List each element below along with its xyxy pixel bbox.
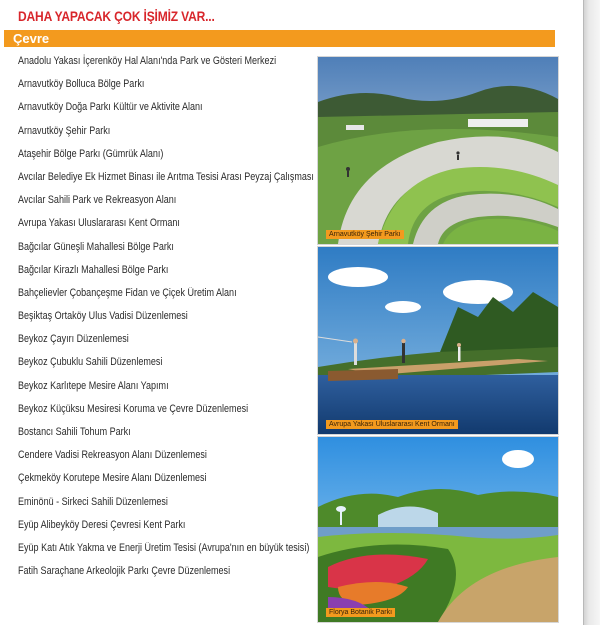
park-rendering-photo [317, 56, 559, 245]
list-item: Arnavutköy Şehir Parkı [18, 124, 111, 137]
list-item: Beykoz Karlıtepe Mesire Alanı Yapımı [18, 379, 169, 392]
list-item: Bahçelievler Çobançeşme Fidan ve Çiçek Üretim Alanı [18, 286, 237, 299]
list-item: Fatih Saraçhane Arkeolojik Parkı Çevre Düzenlemesi [18, 565, 231, 578]
list-item: Bostancı Sahili Tohum Parkı [18, 426, 131, 438]
list-item: Avcılar Sahili Park ve Rekreasyon Alanı [18, 194, 177, 207]
list-item: Arnavutköy Doğa Parkı Kültür ve Aktivite Alanı [18, 101, 203, 114]
list-item: Beşiktaş Ortaköy Ulus Vadisi Düzenlemesi [18, 310, 188, 323]
list-item: Arnavutköy Bolluca Bölge Parkı [18, 78, 145, 91]
section-title: Çevre [13, 31, 50, 46]
list-item: Beykoz Çubuklu Sahili Düzenlemesi [18, 356, 163, 369]
list-item: Bağcılar Kirazlı Mahallesi Bölge Parkı [18, 263, 169, 276]
photo-caption: Avrupa Yakası Uluslararası Kent Ormanı [326, 420, 458, 429]
park-rendering-image [318, 57, 558, 244]
list-item: Beykoz Çayırı Düzenlemesi [18, 333, 129, 346]
section-header-bar [4, 30, 555, 47]
list-item: Eyüp Alibeyköy Deresi Çevresi Kent Parkı [18, 518, 186, 531]
list-item: Ataşehir Bölge Parkı (Gümrük Alanı) [18, 147, 164, 160]
list-item: Beykoz Küçüksu Mesiresi Koruma ve Çevre Düzenlemesi [18, 402, 249, 415]
list-item: Eyüp Katı Atık Yakma ve Enerji Üretim Tesisi (Avrupa'nın en büyük tesisi) [18, 541, 310, 554]
list-item: Eminönü - Sirkeci Sahili Düzenlemesi [18, 495, 168, 508]
botanical-park-photo [317, 436, 559, 623]
list-item: Anadolu Yakası İçerenköy Hal Alanı'nda Park ve Gösteri Merkezi [18, 55, 277, 67]
forest-rendering-photo [317, 246, 559, 435]
list-item: Çekmeköy Korutepe Mesire Alanı Düzenlemesi [18, 472, 207, 485]
page-edge-line [583, 0, 584, 625]
botanical-park-image [318, 437, 558, 622]
page-curl-shadow [583, 0, 600, 625]
photo-caption: Florya Botanik Parkı [326, 608, 395, 617]
list-item: Bağcılar Güneşli Mahallesi Bölge Parkı [18, 240, 174, 253]
forest-rendering-image [318, 247, 558, 434]
page-headline: DAHA YAPACAK ÇOK İŞİMİZ VAR... [18, 8, 215, 24]
list-item: Cendere Vadisi Rekreasyon Alanı Düzenlemesi [18, 449, 207, 462]
list-item: Avcılar Belediye Ek Hizmet Binası ile Arıtma Tesisi Arası Peyzaj Çalışması [18, 170, 314, 183]
photo-caption: Arnavutköy Şehir Parkı [326, 230, 404, 239]
list-item: Avrupa Yakası Uluslararası Kent Ormanı [18, 217, 180, 230]
